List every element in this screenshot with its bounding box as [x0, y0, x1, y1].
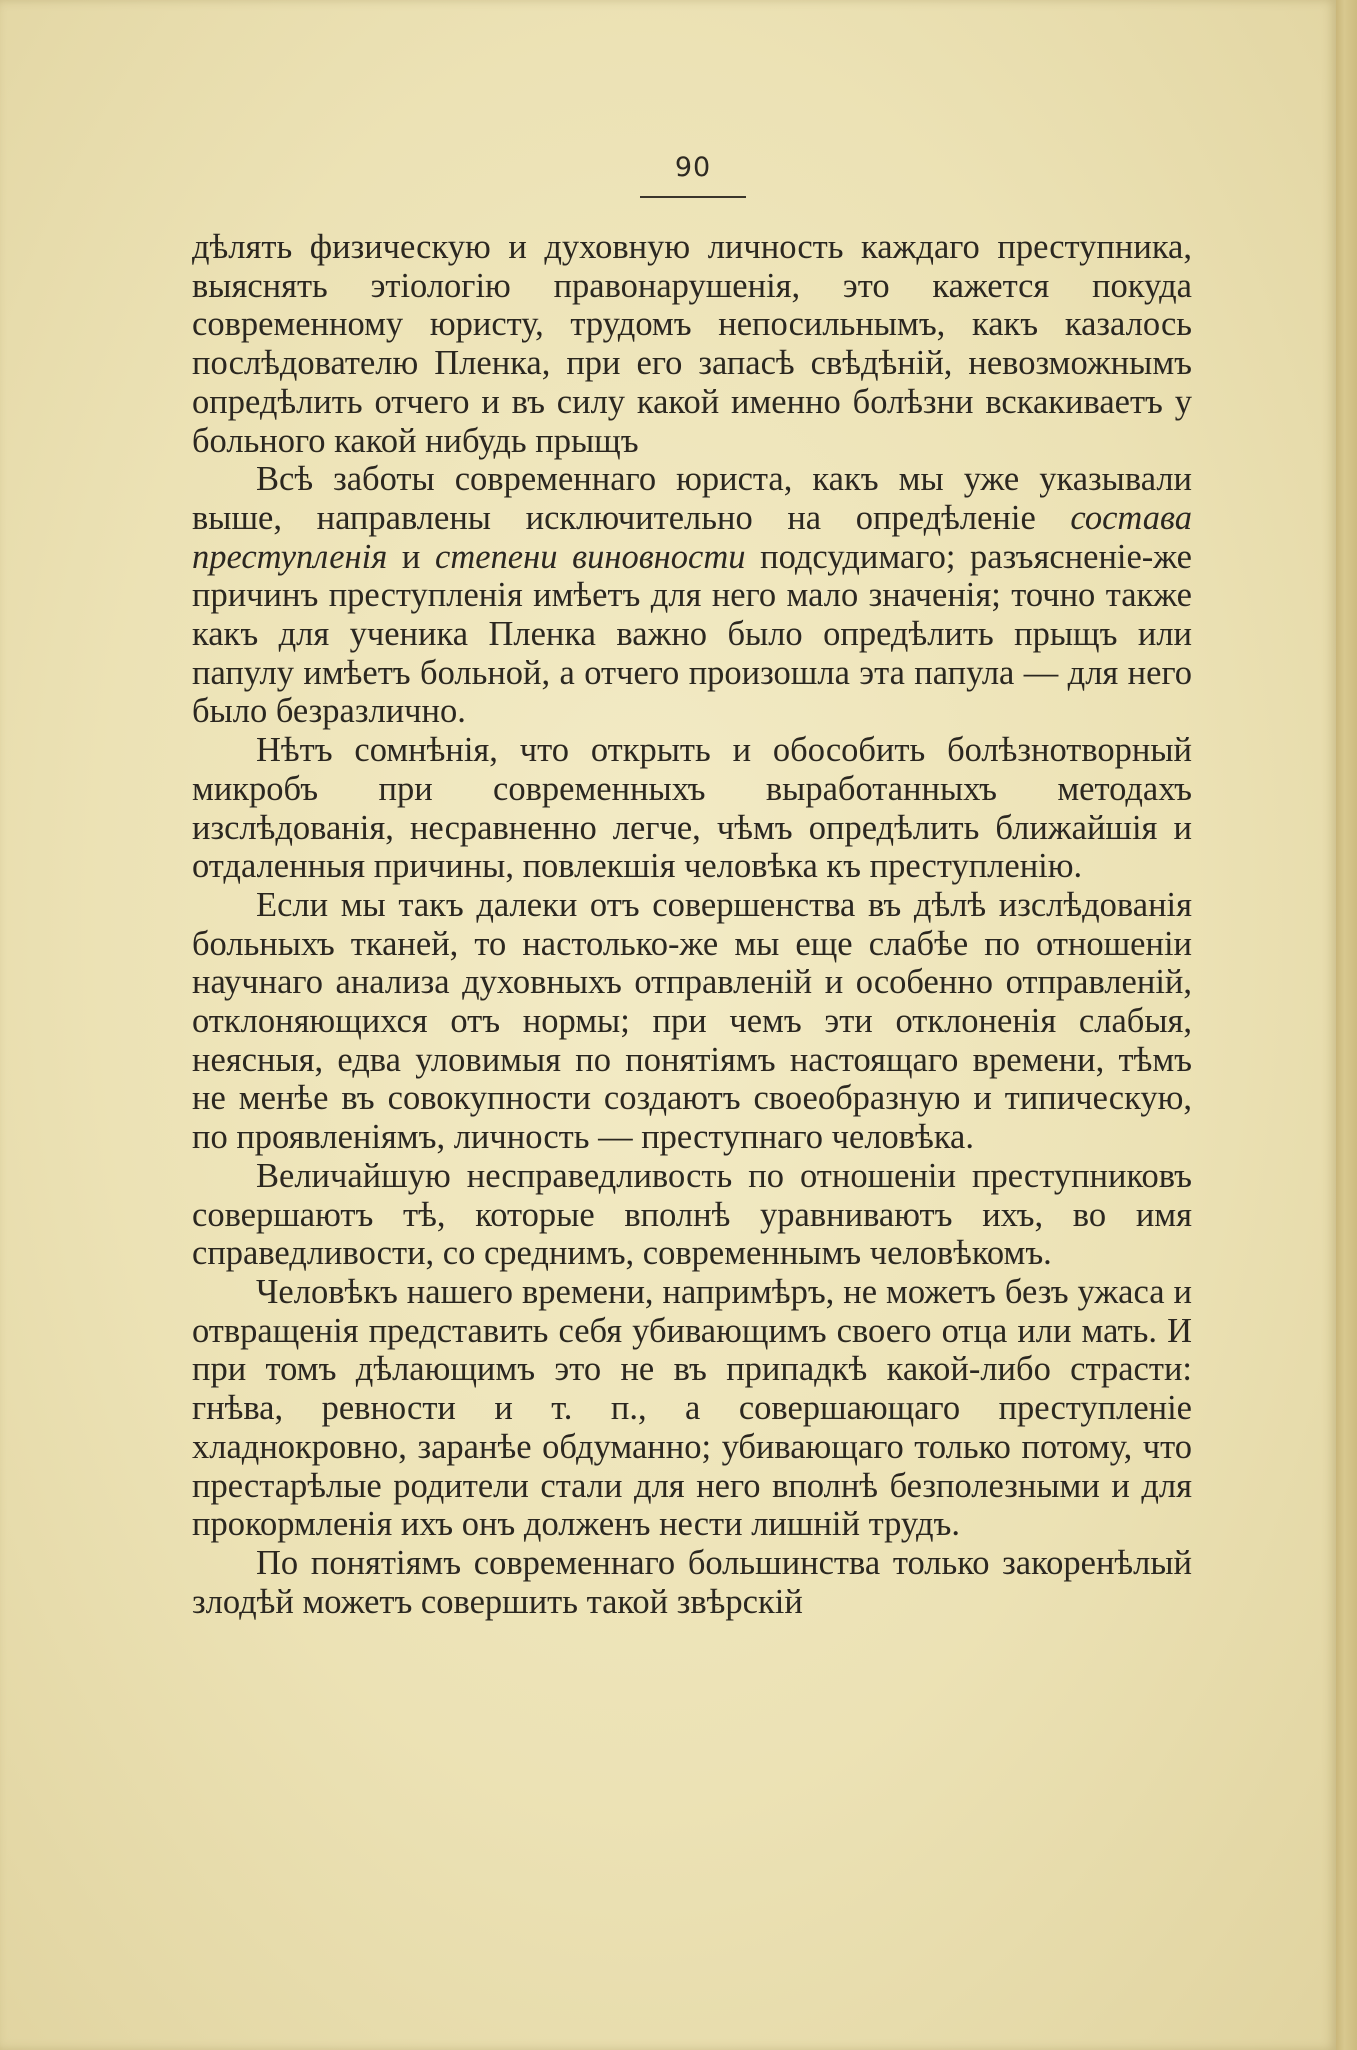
- italic-term: степени виновности: [435, 537, 746, 576]
- text-run: По понятіямъ современнаго большинства только закоренѣлый злодѣй можетъ совершить такой звѣрскій: [192, 1543, 1192, 1621]
- paragraph: [192, 1544, 1192, 1621]
- text-run: Величайшую несправедливость по отношеніи преступниковъ совершаютъ тѣ, которые вполнѣ уравниваютъ ихъ, во имя справедливости, со среднимъ, современнымъ человѣкомъ.: [192, 1156, 1192, 1273]
- text-run: подсудимаго; разъясненіе-же причинъ преступленія имѣетъ для него мало значенія; точно также какъ для ученика Пленка важно было опредѣлить прыщъ или папулу имѣетъ больной, а отчего произошла эта папула — для него было безразлично.: [192, 537, 1192, 731]
- text-run: и: [387, 537, 435, 576]
- paragraph: [192, 1273, 1192, 1544]
- text-run: Если мы такъ далеки отъ совершенства въ дѣлѣ изслѣдованія больныхъ тканей, то настолько-же мы еще слабѣе по отношеніи научнаго анализа духовныхъ отправленій и особенно отправленій, отклоняющихся отъ нормы; при чемъ эти отклоненія слабыя, неясныя, едва уловимыя по понятіямъ настоящаго времени, тѣмъ не менѣе въ совокупности создаютъ своеобразную и типическую, по проявленіямъ, личность — преступнаго человѣка.: [192, 885, 1192, 1157]
- page-number-rule: [640, 196, 746, 198]
- paragraph: [192, 731, 1192, 886]
- text-run: Всѣ заботы современнаго юриста, какъ мы уже указывали выше, направлены исключительно на опредѣленіе: [192, 460, 1192, 537]
- page-edge: [1336, 0, 1357, 2050]
- body-text: [192, 228, 1192, 1621]
- paragraph: [192, 228, 1192, 460]
- paragraph: [192, 886, 1192, 1157]
- text-run: Человѣкъ нашего времени, напримѣръ, не можетъ безъ ужаса и отвращенія представить себя убивающимъ своего отца или мать. И при томъ дѣлающимъ это не въ припадкѣ какой-либо страсти: гнѣва, ревности и т. п., а совершающаго преступленіе хладнокровно, заранѣе обдуманно; убивающаго только потому, что престарѣлые родители стали для него вполнѣ безполезными и для прокормленія ихъ онъ долженъ нести лишній трудъ.: [192, 1272, 1192, 1544]
- text-run: Нѣтъ сомнѣнія, что открыть и обособить болѣзнотворный микробъ при современныхъ выработанныхъ методахъ изслѣдованія, несравненно легче, чѣмъ опредѣлить ближайшія и отдаленныя причины, повлекшія человѣка къ преступленію.: [192, 731, 1192, 886]
- page-number: 90: [674, 152, 712, 183]
- paragraph: [192, 1157, 1192, 1273]
- paragraph: [192, 460, 1192, 731]
- italic-term: состава преступленія: [192, 498, 1192, 576]
- text-run: дѣлять физическую и духовную личность каждаго преступника, выяснять этіологію правонарушенія, это кажется покуда современному юристу, трудомъ непосильнымъ, какъ казалось послѣдователю Пленка, при его запасѣ свѣдѣній, невозможнымъ опредѣлить отчего и въ силу какой именно болѣзни вскакиваетъ у больного какой нибудь прыщъ: [192, 228, 1192, 460]
